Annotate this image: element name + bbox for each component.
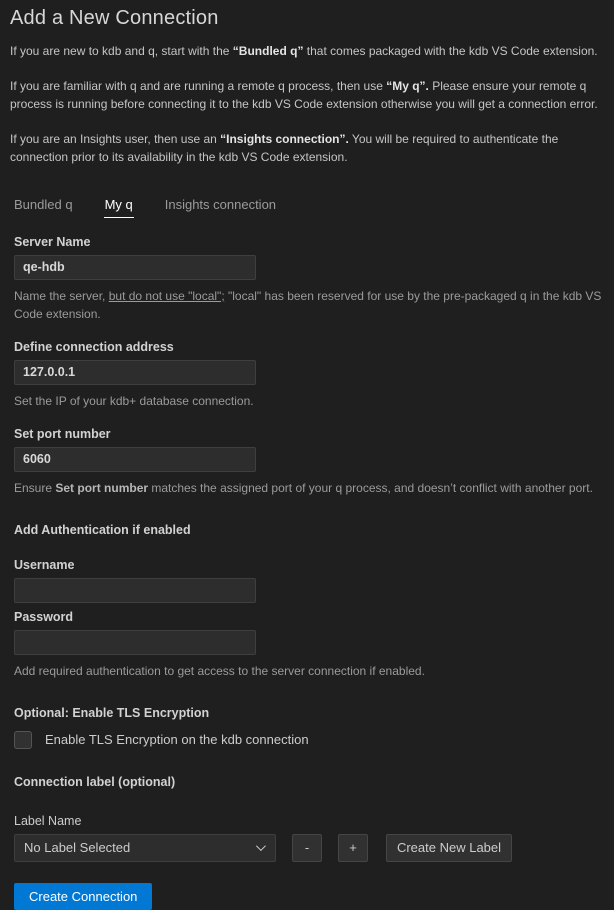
port-help-bold: Set port number xyxy=(55,480,149,495)
tls-checkbox-row xyxy=(14,731,604,749)
connection-address-help: Set the IP of your kdb+ database connection. xyxy=(14,393,254,408)
connection-address-label: Define connection address xyxy=(14,339,174,354)
server-name-help-pre: Name the server, xyxy=(14,288,109,303)
add-label-button[interactable]: + xyxy=(338,834,368,862)
connection-address-input[interactable] xyxy=(14,360,256,385)
intro-p2-bold: “My q”. xyxy=(386,78,429,93)
connection-type-tabs xyxy=(13,194,604,218)
port-number-section xyxy=(10,427,604,497)
username-label: Username xyxy=(14,557,75,572)
chevron-down-icon xyxy=(256,842,266,852)
tab-my-q[interactable]: My q xyxy=(104,194,134,218)
create-new-label-button[interactable]: Create New Label xyxy=(386,834,512,862)
tls-checkbox-label: Enable TLS Encryption on the kdb connection xyxy=(45,732,309,748)
tab-insights-connection[interactable]: Insights connection xyxy=(164,196,277,212)
intro-paragraph-insights xyxy=(10,130,604,167)
intro-p3-pre: If you are an Insights user, then use an xyxy=(10,131,221,146)
tab-bundled-q[interactable]: Bundled q xyxy=(14,196,73,212)
intro-paragraph-bundled-q xyxy=(10,42,604,61)
server-name-label: Server Name xyxy=(14,234,91,249)
port-help-post: matches the assigned port of your q process, and doesn’t conflict with another port. xyxy=(148,480,593,495)
tls-checkbox[interactable] xyxy=(14,731,32,749)
create-connection-button[interactable]: Create Connection xyxy=(14,883,152,910)
tls-heading: Optional: Enable TLS Encryption xyxy=(14,705,210,720)
intro-p2-post: Please ensure your remote q process is running before connecting it to the kdb VS Code extension otherwise you will get a connection error. xyxy=(10,78,598,112)
username-input[interactable] xyxy=(14,578,256,603)
intro-paragraph-my-q xyxy=(10,77,604,114)
authentication-heading: Add Authentication if enabled xyxy=(14,522,191,537)
intro-p1-post: that comes packaged with the kdb VS Code extension. xyxy=(303,44,598,58)
connection-label-heading: Connection label (optional) xyxy=(14,774,176,789)
intro-p2-pre: If you are familiar with q and are running a remote q process, then use xyxy=(10,78,387,93)
server-name-section xyxy=(10,235,604,323)
server-name-help xyxy=(14,287,604,323)
port-number-label: Set port number xyxy=(14,426,111,441)
label-name-selected-value: No Label Selected xyxy=(24,840,131,856)
password-label: Password xyxy=(14,609,74,624)
password-input[interactable] xyxy=(14,630,256,655)
password-section xyxy=(10,610,604,680)
username-section xyxy=(10,558,604,603)
port-help-pre: Ensure xyxy=(14,480,56,495)
port-number-help xyxy=(14,479,604,497)
intro-p3-bold: “Insights connection”. xyxy=(220,131,349,146)
label-name-label: Label Name xyxy=(14,813,82,828)
server-name-help-post: "local" has been reserved for use by the pre-packaged q in the kdb VS Code extension. xyxy=(14,288,602,321)
port-number-input[interactable] xyxy=(14,447,256,472)
label-controls-row xyxy=(14,834,604,862)
intro-p3-post: You will be required to authenticate the connection prior to its availability in the kdb VS Code extension. xyxy=(10,131,559,165)
connection-address-section xyxy=(10,340,604,410)
server-name-help-underlined: but do not use "local"; xyxy=(108,288,225,303)
remove-label-button[interactable]: - xyxy=(292,834,322,862)
authentication-help: Add required authentication to get access to the server connection if enabled. xyxy=(14,663,425,678)
page-title: Add a New Connection xyxy=(10,7,219,29)
server-name-input[interactable] xyxy=(14,255,256,280)
intro-p1-pre: If you are new to kdb and q, start with the xyxy=(10,44,233,58)
label-name-select[interactable] xyxy=(14,834,276,862)
intro-p1-bold: “Bundled q” xyxy=(232,44,304,58)
